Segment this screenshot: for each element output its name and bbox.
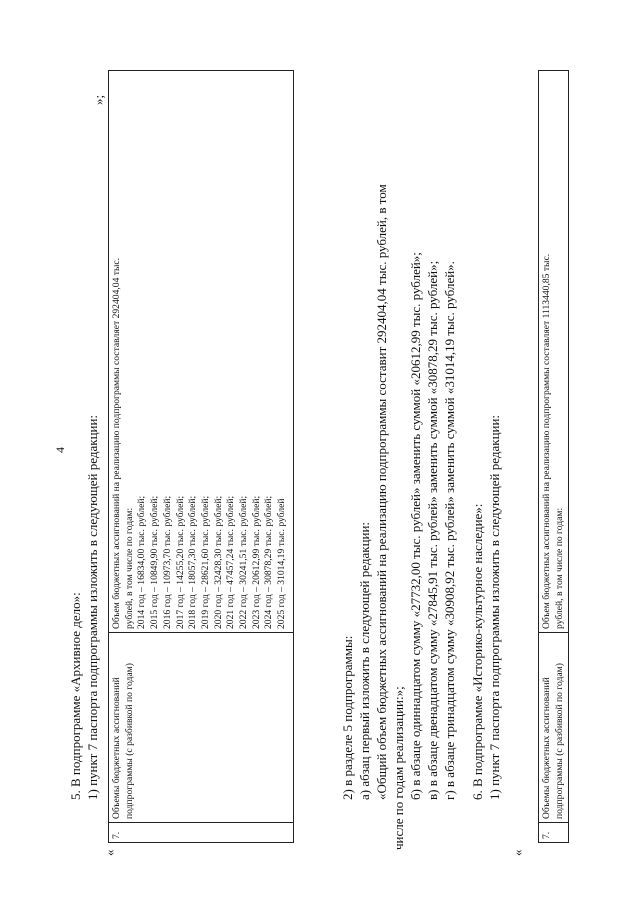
value-line: 2018 год – 18057,30 тыс. рублей; <box>187 495 199 629</box>
subprogram-passport-table-1 <box>108 70 294 843</box>
closing-quote-1: »; <box>91 94 106 105</box>
row-name-cell <box>539 633 569 823</box>
value-line: 2017 год – 14255,20 тыс. рублей; <box>174 495 186 629</box>
row-value-cell <box>539 71 569 633</box>
value-line: 2023 год – 20612,99 тыс. рублей; <box>250 495 262 629</box>
value-line: 2019 год – 28621,60 тыс. рублей; <box>199 495 211 629</box>
section-5-item-2: 2) в разделе 5 подпрограммы: <box>340 635 355 800</box>
section-6-heading: 6. В подпрограмме «Историко-культурное наследие»: <box>470 503 485 800</box>
row-name-line: Объемы бюджетных ассигнований <box>541 677 552 819</box>
value-line: 2014 год – 16834,00 тыс. рублей; <box>136 495 148 629</box>
value-line: 2022 год – 30241,51 тыс. рублей; <box>238 495 250 629</box>
value-line: 2024 год – 30878,29 тыс. рублей; <box>263 495 275 629</box>
section-5-item-2d: г) в абзаце тринадцатом сумму «30908,92 тыс. рублей» заменить суммой «31014,19 тыс. рублей». <box>442 261 457 800</box>
section-5-item-2c: в) в абзаце двенадцатом сумму «27845,91 тыс. рублей» заменить суммой «30878,29 тыс. рублей»; <box>425 260 440 800</box>
value-line: рублей, в том числе по годам: <box>123 507 135 629</box>
value-line: 2025 год – 31014,19 тыс. рублей <box>276 498 288 629</box>
opening-quote-2: « <box>510 849 525 856</box>
value-line: 2020 год – 32428,30 тыс. рублей; <box>212 495 224 629</box>
row-name-line: подпрограммы (с разбивкой по годам) <box>123 663 135 819</box>
rotated-document-page <box>53 50 568 856</box>
row-number: 7. <box>109 823 294 843</box>
value-line: рублей, в том числе по годам: <box>553 507 565 629</box>
row-name-cell <box>109 633 294 823</box>
row-name-line: подпрограммы (с разбивкой по годам) <box>553 663 565 819</box>
row-name-line: Объемы бюджетных ассигнований <box>111 677 122 819</box>
value-line: 2015 год – 10849,90 тыс. рублей; <box>149 495 161 629</box>
section-5-item-2b: б) в абзаце одиннадцатом сумму «27732,00 тыс. рублей» заменить суммой «20612,99 тыс. рублей»; <box>408 252 423 800</box>
table-row <box>109 71 294 843</box>
row-number: 7. <box>539 823 569 843</box>
section-5-item-2a-text-line-2: числе по годам реализации:»; <box>391 686 406 850</box>
value-line: 2016 год – 10973,70 тыс. рублей; <box>161 495 173 629</box>
opening-quote-1: « <box>102 849 117 856</box>
row-value-cell <box>109 71 294 633</box>
page-number: 4 <box>53 447 67 453</box>
value-line: Объем бюджетных ассигнований на реализацию подпрограммы составляет 292404,04 тыс. <box>111 257 122 629</box>
section-5-item-2a: а) абзац первый изложить в следующей редакции: <box>357 521 372 800</box>
table-row <box>539 71 569 843</box>
section-6-item-1: 1) пункт 7 паспорта подпрограммы изложить в следующей редакции: <box>487 414 502 800</box>
value-line: 2021 год – 47457,24 тыс. рублей; <box>225 495 237 629</box>
section-5-item-1: 1) пункт 7 паспорта подпрограммы изложить в следующей редакции: <box>85 414 100 800</box>
section-5-item-2a-text-line-1: «Общий объем бюджетных ассигнований на реализацию подпрограммы составит 292404,04 тыс. рублей, в том <box>374 184 389 800</box>
subprogram-passport-table-2 <box>538 70 569 843</box>
section-5-heading: 5. В подпрограмме «Архивное дело»: <box>68 592 83 800</box>
value-line: Объем бюджетных ассигнований на реализацию подпрограммы составляет 1113440,85 тыс. <box>541 253 552 629</box>
